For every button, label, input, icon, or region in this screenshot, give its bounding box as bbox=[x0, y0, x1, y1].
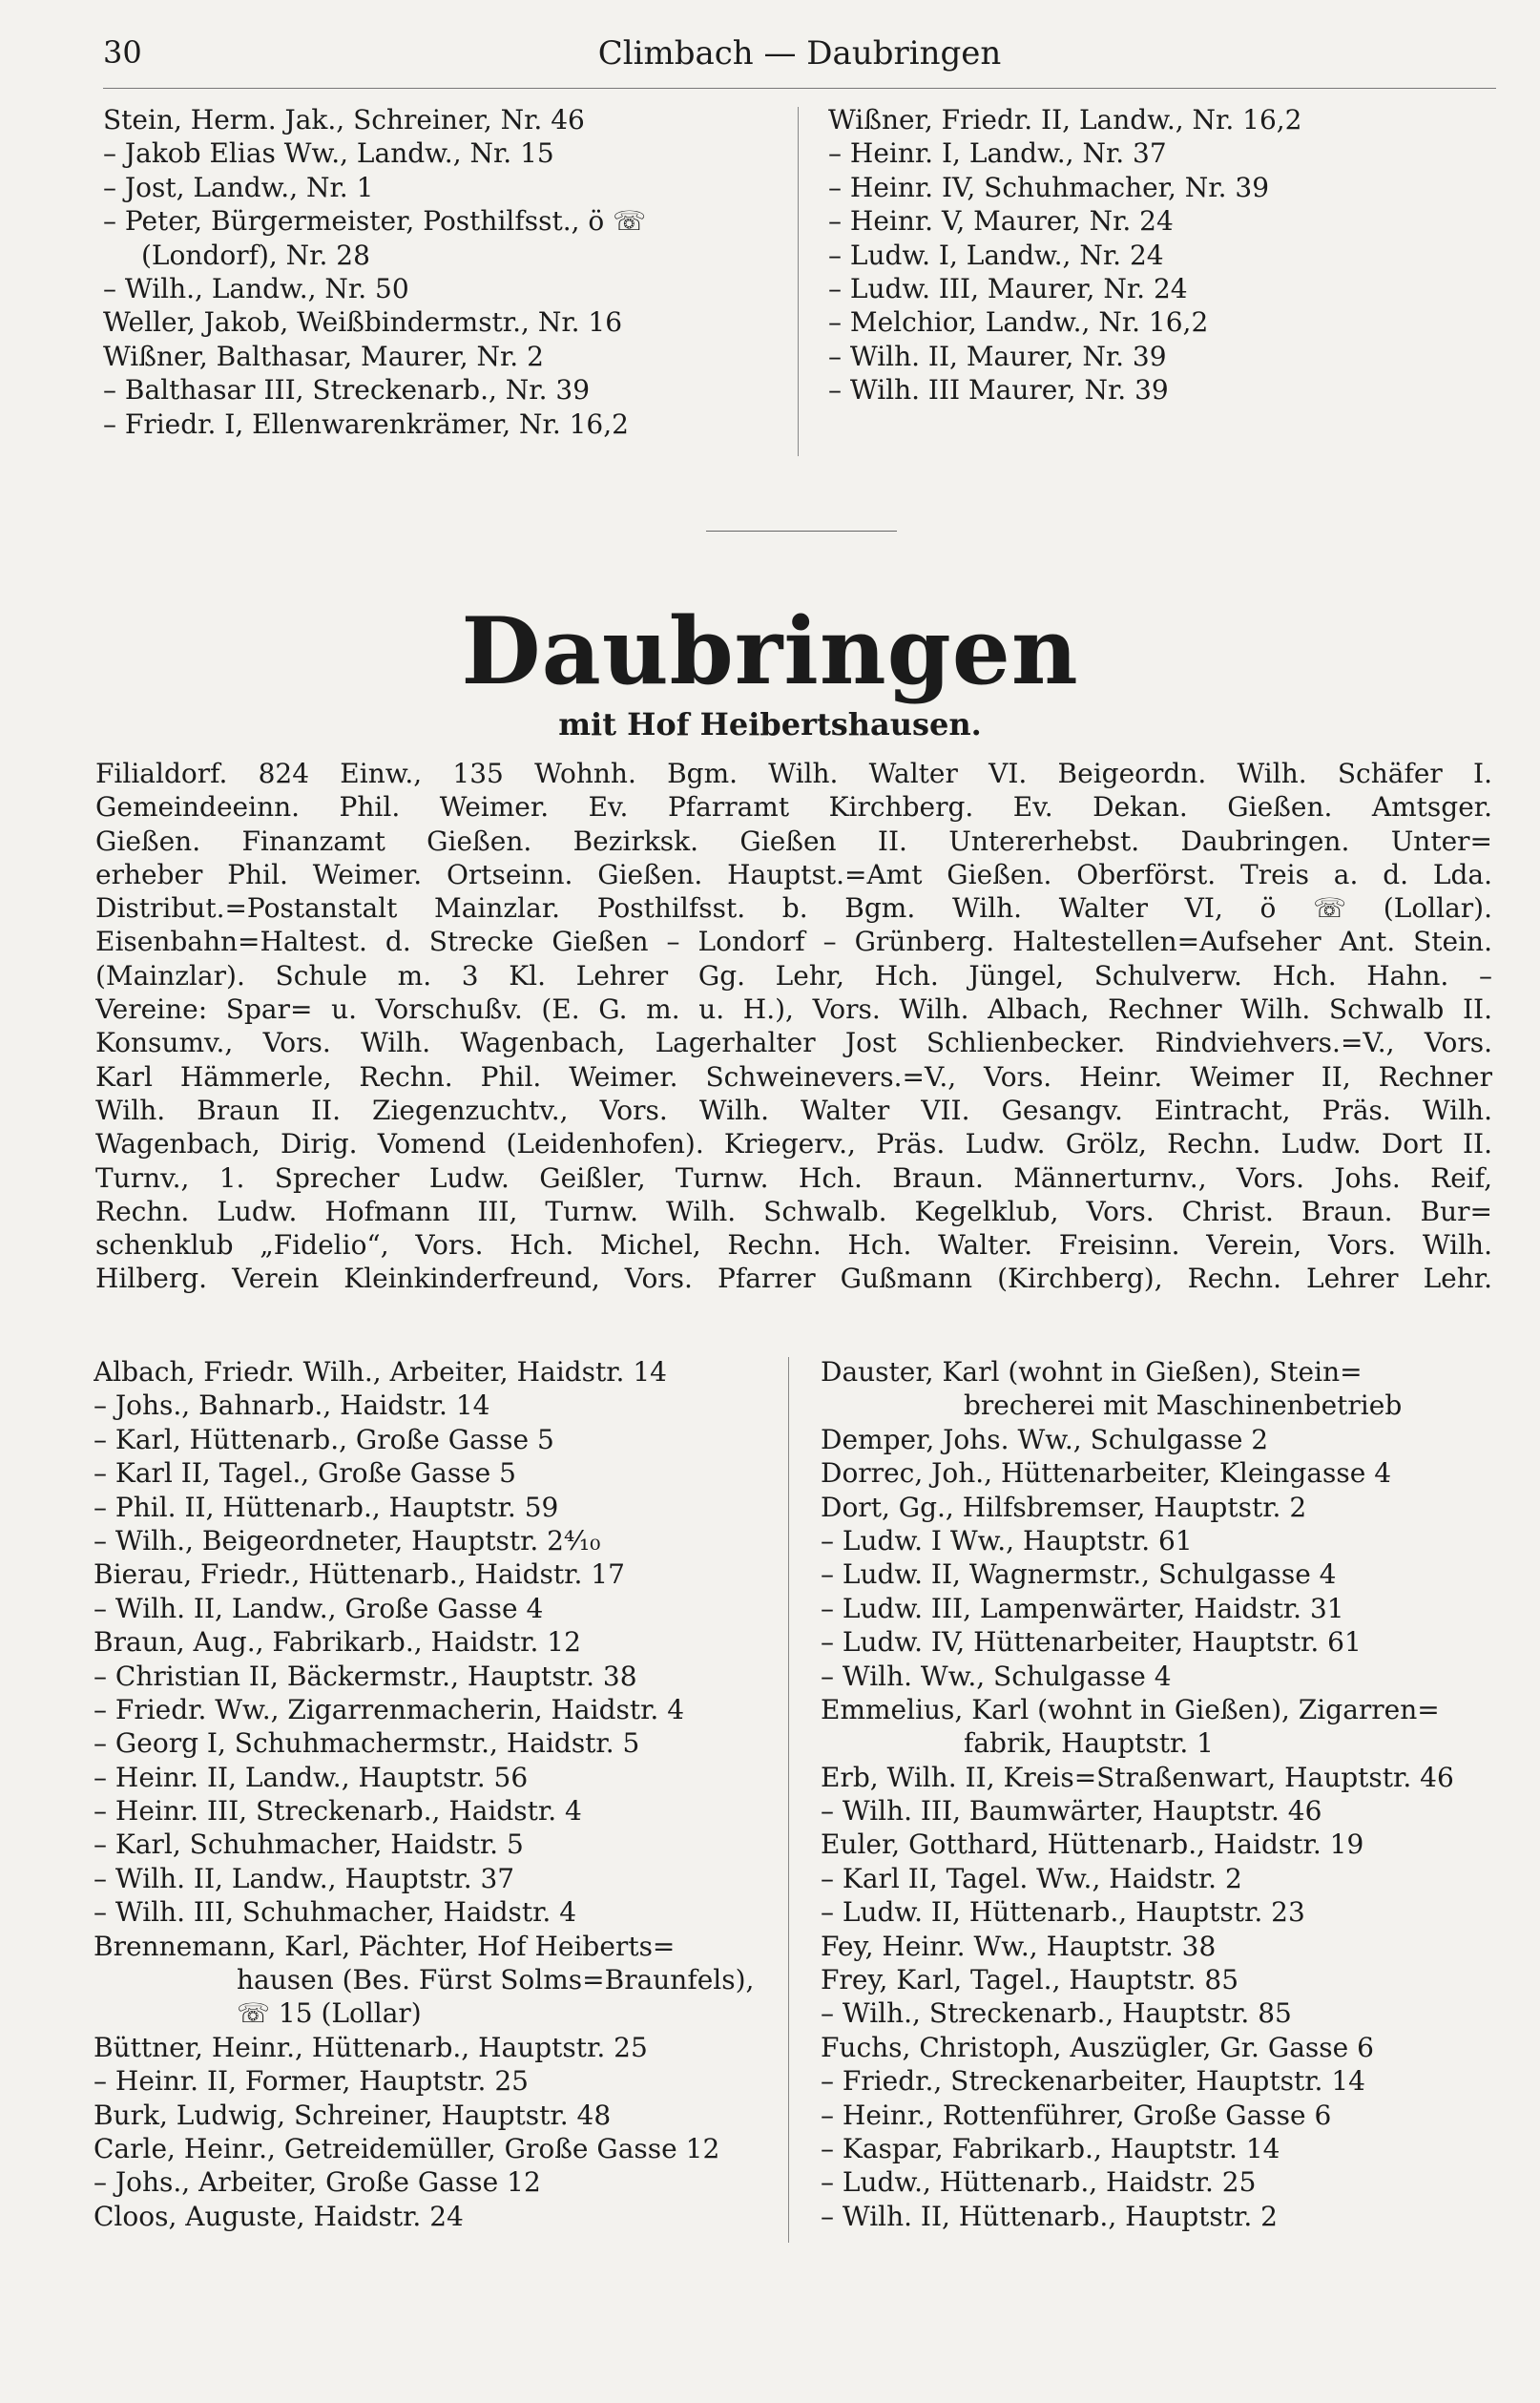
info-line: Rechn. Ludw. Hofmann III, Turnw. Wilh. Schwalb. Kegelklub, Vors. Christ. Braun. Bur= bbox=[95, 1195, 1492, 1227]
info-line: Filialdorf. 824 Einw., 135 Wohnh. Bgm. Wilh. Walter VI. Beigeordn. Wilh. Schäfer I. bbox=[95, 758, 1492, 789]
directory-entry: – Karl II, Tagel., Große Gasse 5 bbox=[94, 1457, 516, 1490]
directory-entry: – Friedr. Ww., Zigarrenmacherin, Haidstr. 4 bbox=[94, 1693, 685, 1725]
header-rule bbox=[103, 88, 1496, 89]
directory-entry: Albach, Friedr. Wilh., Arbeiter, Haidstr. 14 bbox=[94, 1356, 667, 1388]
info-line: Hilberg. Verein Kleinkinderfreund, Vors. Pfarrer Gußmann (Kirchberg), Rechn. Lehrer Lehr. bbox=[95, 1263, 1492, 1295]
info-line: Turnv., 1. Sprecher Ludw. Geißler, Turnw. Hch. Braun. Männerturnv., Vors. Johs. Reif, bbox=[95, 1161, 1492, 1194]
directory-entry: – Melchior, Landw., Nr. 16,2 bbox=[828, 306, 1209, 339]
directory-entry: – Friedr. I, Ellenwarenkrämer, Nr. 16,2 bbox=[103, 407, 629, 440]
info-line: Karl Hämmerle, Rechn. Phil. Weimer. Schweinevers.=V., Vors. Heinr. Weimer II, Rechner bbox=[95, 1060, 1492, 1093]
daubringen-column-left bbox=[94, 1355, 773, 2233]
directory-entry: – Karl II, Tagel. Ww., Haidstr. 2 bbox=[821, 1862, 1242, 1894]
directory-entry: – Ludw., Hüttenarb., Haidstr. 25 bbox=[821, 2166, 1257, 2199]
directory-entry: Brennemann, Karl, Pächter, Hof Heiberts= bbox=[94, 1930, 676, 1962]
directory-entry: – Ludw. IV, Hüttenarbeiter, Hauptstr. 61 bbox=[821, 1626, 1362, 1659]
info-line: Distribut.=Postanstalt Mainzlar. Posthilfsst. b. Bgm. Wilh. Walter VI, ö ☏ (Lollar). bbox=[95, 892, 1492, 925]
directory-entry: – Heinr. IV, Schuhmacher, Nr. 39 bbox=[828, 171, 1270, 203]
page-header bbox=[103, 34, 1496, 80]
directory-entry: – Wilh. II, Maurer, Nr. 39 bbox=[828, 340, 1167, 372]
directory-entry: – Wilh. II, Hüttenarb., Hauptstr. 2 bbox=[821, 2200, 1278, 2232]
directory-entry: – Wilh. III Maurer, Nr. 39 bbox=[828, 374, 1169, 407]
directory-entry: – Wilh. II, Landw., Große Gasse 4 bbox=[94, 1592, 544, 1624]
directory-entry: Erb, Wilh. II, Kreis=Straßenwart, Hauptstr. 46 bbox=[821, 1761, 1454, 1793]
directory-entry: ☏ 15 (Lollar) bbox=[237, 1997, 422, 2030]
directory-entry: Emmelius, Karl (wohnt in Gießen), Zigarren= bbox=[821, 1693, 1440, 1725]
directory-entry: – Wilh., Landw., Nr. 50 bbox=[103, 272, 409, 304]
directory-entry: – Georg I, Schuhmachermstr., Haidstr. 5 bbox=[94, 1727, 640, 1760]
directory-entry: Büttner, Heinr., Hüttenarb., Hauptstr. 25 bbox=[94, 2031, 648, 2063]
directory-entry: – Ludw. I Ww., Hauptstr. 61 bbox=[821, 1524, 1193, 1557]
directory-entry: – Heinr., Rottenführer, Große Gasse 6 bbox=[821, 2099, 1332, 2131]
info-line: Gießen. Finanzamt Gießen. Bezirksk. Gießen II. Untererhebst. Daubringen. Unter= bbox=[95, 825, 1492, 857]
directory-entry: – Balthasar III, Streckenarb., Nr. 39 bbox=[103, 374, 591, 407]
running-title: Climbach — Daubringen bbox=[597, 34, 1002, 73]
directory-entry: – Ludw. I, Landw., Nr. 24 bbox=[828, 239, 1164, 271]
info-line: erheber Phil. Weimer. Ortseinn. Gießen. Hauptst.=Amt Gießen. Oberförst. Treis a. d. Lda. bbox=[95, 858, 1492, 890]
directory-entry: – Christian II, Bäckermstr., Hauptstr. 38 bbox=[94, 1660, 637, 1692]
directory-entry: Bierau, Friedr., Hüttenarb., Haidstr. 17 bbox=[94, 1558, 625, 1591]
info-line: (Mainzlar). Schule m. 3 Kl. Lehrer Gg. Lehr, Hch. Jüngel, Schulverw. Hch. Hahn. – bbox=[95, 959, 1492, 992]
directory-entry: hausen (Bes. Fürst Solms=Braunfels), bbox=[237, 1964, 755, 1996]
directory-entry: Fuchs, Christoph, Auszügler, Gr. Gasse 6 bbox=[821, 2031, 1374, 2063]
directory-entry: Carle, Heinr., Getreidemüller, Große Gasse 12 bbox=[94, 2132, 720, 2164]
directory-entry: Euler, Gotthard, Hüttenarb., Haidstr. 19 bbox=[821, 1828, 1364, 1861]
directory-entry: – Wilh. Ww., Schulgasse 4 bbox=[821, 1660, 1172, 1692]
directory-entry: brecherei mit Maschinenbetrieb bbox=[964, 1390, 1403, 1422]
climbach-column-right bbox=[828, 103, 1496, 407]
directory-entry: Braun, Aug., Fabrikarb., Haidstr. 12 bbox=[94, 1626, 581, 1659]
directory-entry: – Wilh., Streckenarb., Hauptstr. 85 bbox=[821, 1997, 1292, 2030]
directory-entry: – Ludw. III, Maurer, Nr. 24 bbox=[828, 272, 1188, 304]
directory-entry: – Wilh., Beigeordneter, Hauptstr. 2⁴⁄₁₀ bbox=[94, 1524, 601, 1557]
directory-entry: – Ludw. II, Wagnermstr., Schulgasse 4 bbox=[821, 1558, 1337, 1591]
directory-entry: Dauster, Karl (wohnt in Gießen), Stein= bbox=[821, 1356, 1363, 1388]
info-line: schenklub „Fidelio“, Vors. Hch. Michel, Rechn. Hch. Walter. Freisinn. Verein, Vors. Wilh. bbox=[95, 1229, 1492, 1262]
directory-entry: – Kaspar, Fabrikarb., Hauptstr. 14 bbox=[821, 2132, 1280, 2164]
info-line: Gemeindeeinn. Phil. Weimer. Ev. Pfarramt Kirchberg. Ev. Dekan. Gießen. Amtsger. bbox=[95, 791, 1492, 824]
directory-entry: – Friedr., Streckenarbeiter, Hauptstr. 14 bbox=[821, 2065, 1365, 2098]
column-divider-top bbox=[798, 107, 799, 456]
info-line: Konsumv., Vors. Wilh. Wagenbach, Lagerhalter Jost Schlienbecker. Rindviehvers.=V., Vors. bbox=[95, 1027, 1492, 1059]
directory-entry: Stein, Herm. Jak., Schreiner, Nr. 46 bbox=[103, 104, 585, 136]
directory-entry: – Heinr. I, Landw., Nr. 37 bbox=[828, 137, 1167, 170]
section-separator bbox=[706, 531, 897, 532]
directory-entry: Weller, Jakob, Weißbindermstr., Nr. 16 bbox=[103, 306, 623, 339]
directory-entry: – Wilh. III, Baumwärter, Hauptstr. 46 bbox=[821, 1795, 1322, 1828]
directory-entry: Wißner, Friedr. II, Landw., Nr. 16,2 bbox=[828, 104, 1302, 136]
place-title: Daubringen bbox=[461, 597, 1079, 705]
directory-entry: Cloos, Auguste, Haidstr. 24 bbox=[94, 2200, 464, 2232]
directory-entry: – Ludw. II, Hüttenarb., Hauptstr. 23 bbox=[821, 1896, 1305, 1929]
directory-entry: Dort, Gg., Hilfsbremser, Hauptstr. 2 bbox=[821, 1491, 1307, 1523]
directory-entry: Dorrec, Joh., Hüttenarbeiter, Kleingasse 4 bbox=[821, 1457, 1392, 1490]
directory-entry: – Wilh. II, Landw., Hauptstr. 37 bbox=[94, 1862, 515, 1894]
info-line: Vereine: Spar= u. Vorschußv. (E. G. m. u. H.), Vors. Wilh. Albach, Rechner Wilh. Schwalb II. bbox=[95, 993, 1492, 1026]
directory-entry: Frey, Karl, Tagel., Hauptstr. 85 bbox=[821, 1964, 1239, 1996]
directory-entry: – Jost, Landw., Nr. 1 bbox=[103, 171, 374, 203]
daubringen-column-right bbox=[821, 1355, 1500, 2233]
directory-entry: Fey, Heinr. Ww., Hauptstr. 38 bbox=[821, 1930, 1217, 1962]
page-number: 30 bbox=[103, 34, 142, 71]
directory-entry: – Heinr. II, Landw., Hauptstr. 56 bbox=[94, 1761, 529, 1793]
info-line: Wagenbach, Dirig. Vomend (Leidenhofen). Kriegerv., Präs. Ludw. Grölz, Rechn. Ludw. Dort II. bbox=[95, 1128, 1492, 1160]
directory-entry: – Phil. II, Hüttenarb., Hauptstr. 59 bbox=[94, 1491, 559, 1523]
directory-entry: (Londorf), Nr. 28 bbox=[141, 239, 370, 271]
directory-entry: – Johs., Bahnarb., Haidstr. 14 bbox=[94, 1390, 490, 1422]
info-line: Wilh. Braun II. Ziegenzuchtv., Vors. Wilh. Walter VII. Gesangv. Eintracht, Präs. Wilh. bbox=[95, 1094, 1492, 1126]
directory-entry: – Ludw. III, Lampenwärter, Haidstr. 31 bbox=[821, 1592, 1344, 1624]
directory-entry: – Heinr. II, Former, Hauptstr. 25 bbox=[94, 2065, 529, 2098]
directory-entry: – Karl, Hüttenarb., Große Gasse 5 bbox=[94, 1423, 554, 1455]
directory-entry: – Wilh. III, Schuhmacher, Haidstr. 4 bbox=[94, 1896, 577, 1929]
directory-entry: – Peter, Bürgermeister, Posthilfsst., ö ☏ bbox=[103, 205, 647, 238]
column-divider-bottom bbox=[788, 1357, 789, 2243]
directory-entry: – Heinr. V, Maurer, Nr. 24 bbox=[828, 205, 1174, 238]
place-info-block bbox=[95, 757, 1492, 1296]
directory-entry: fabrik, Hauptstr. 1 bbox=[964, 1727, 1214, 1760]
directory-entry: Wißner, Balthasar, Maurer, Nr. 2 bbox=[103, 340, 544, 372]
directory-entry: – Johs., Arbeiter, Große Gasse 12 bbox=[94, 2166, 541, 2199]
directory-entry: Demper, Johs. Ww., Schulgasse 2 bbox=[821, 1423, 1269, 1455]
place-subtitle: mit Hof Heibertshausen. bbox=[558, 706, 982, 742]
info-line: Eisenbahn=Haltest. d. Strecke Gießen – Londorf – Grünberg. Haltestellen=Aufseher Ant. Stein. bbox=[95, 926, 1492, 958]
directory-entry: – Heinr. III, Streckenarb., Haidstr. 4 bbox=[94, 1795, 582, 1828]
directory-entry: – Karl, Schuhmacher, Haidstr. 5 bbox=[94, 1828, 524, 1861]
directory-entry: Burk, Ludwig, Schreiner, Hauptstr. 48 bbox=[94, 2099, 612, 2131]
climbach-column-left bbox=[103, 103, 790, 441]
directory-entry: – Jakob Elias Ww., Landw., Nr. 15 bbox=[103, 137, 554, 170]
